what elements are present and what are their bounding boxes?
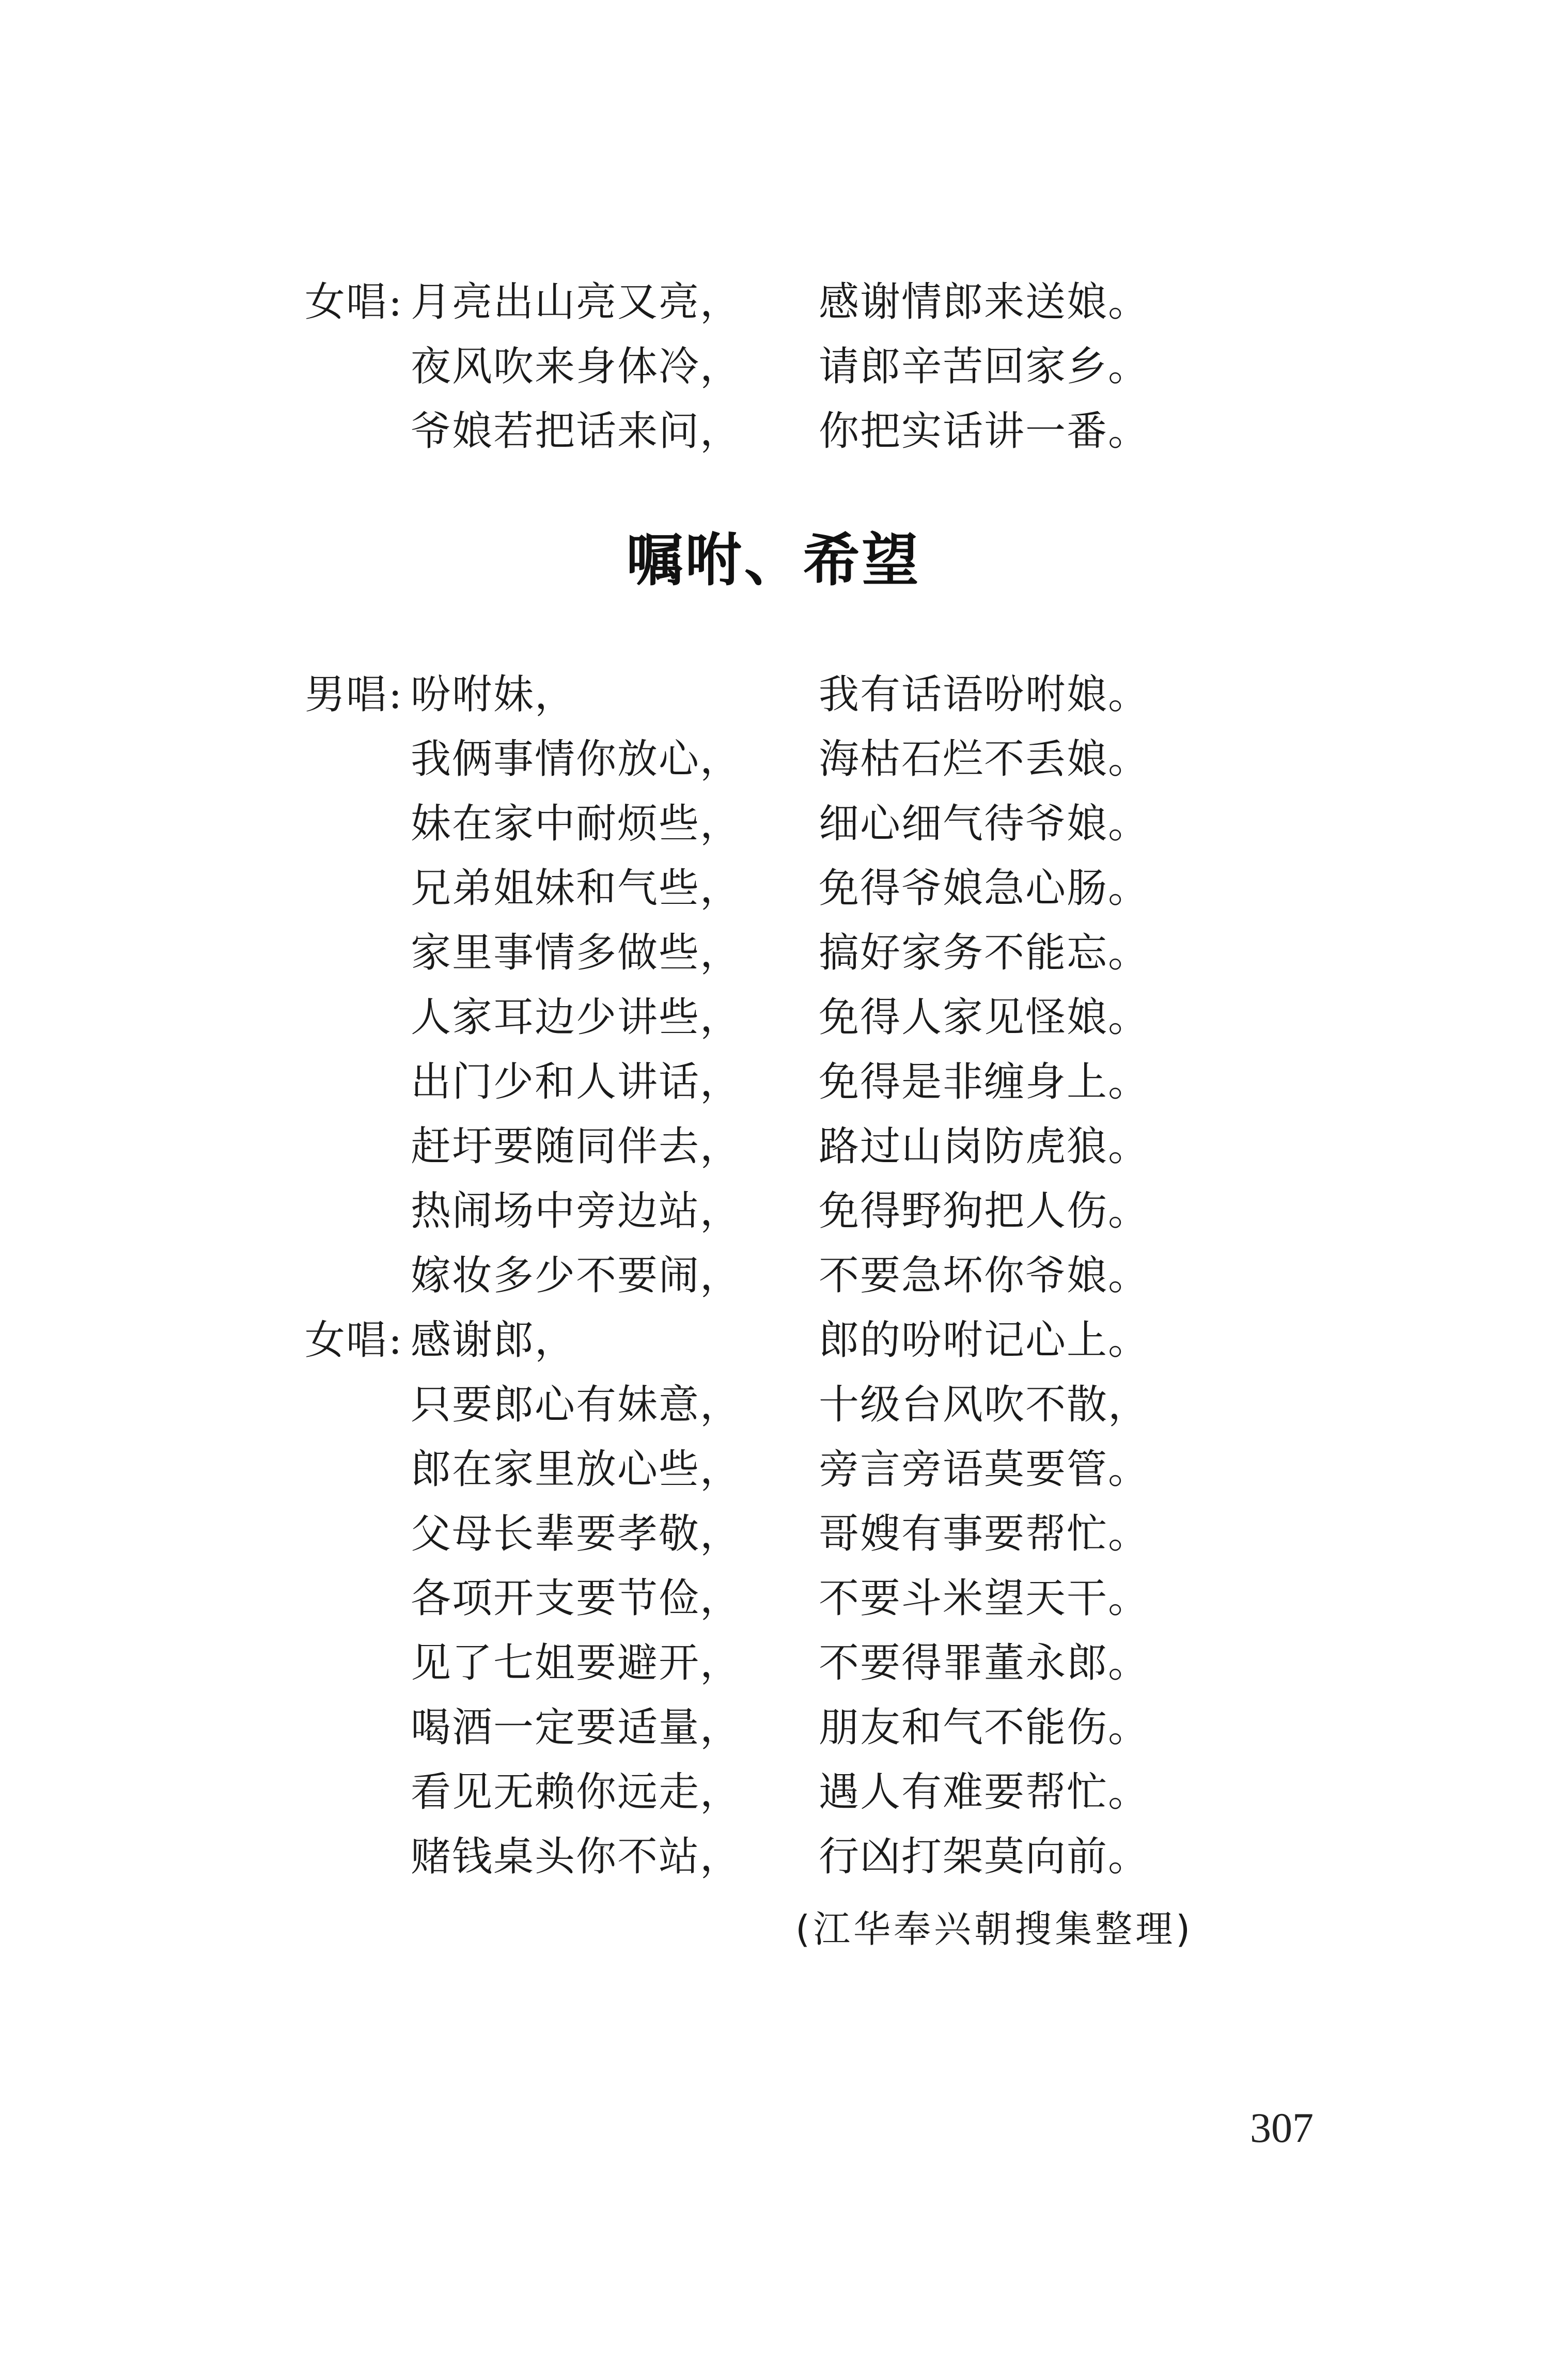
- verse-right: 细心细气待爷娘。: [819, 801, 1150, 847]
- verse-left: 我俩事情你放心，: [411, 736, 742, 782]
- verse-right: 不要急坏你爷娘。: [819, 1252, 1150, 1299]
- verse-right: 免得爷娘急心肠。: [819, 865, 1150, 912]
- verse-left: 热闹场中旁边站，: [411, 1188, 742, 1234]
- verse-line: [0, 1506, 1547, 1562]
- verse-left: 人家耳边少讲些，: [411, 994, 742, 1041]
- verse-line: [0, 1054, 1547, 1110]
- speaker-label: 女唱: [305, 1317, 388, 1364]
- verse-right: 免得是非缠身上。: [819, 1059, 1150, 1105]
- verse-line: [0, 1376, 1547, 1433]
- verse-left: 月亮出山亮又亮，: [411, 279, 742, 325]
- speaker-label: 女唱: [305, 279, 388, 325]
- verse-line: [0, 860, 1547, 917]
- verse-left: 只要郎心有妹意，: [411, 1382, 742, 1428]
- verse-right: 郎的吩咐记心上。: [819, 1317, 1150, 1364]
- verse-left: 各项开支要节俭，: [411, 1575, 742, 1622]
- verse-line: [0, 731, 1547, 788]
- verse-left: 家里事情多做些，: [411, 930, 742, 976]
- verse-right: 感谢情郎来送娘。: [819, 279, 1150, 325]
- page-number: 307: [1250, 2104, 1314, 2151]
- collector-credit: (江华奉兴朝搜集整理): [795, 1907, 1194, 1951]
- verse-line: [0, 1828, 1547, 1885]
- verse-right: 你把实话讲一番。: [819, 408, 1150, 455]
- verse-left: 兄弟姐妹和气些，: [411, 865, 742, 912]
- verse-line: [0, 338, 1547, 395]
- speaker-colon: :: [388, 279, 403, 325]
- verse-left: 吩咐妹，: [411, 671, 576, 718]
- verse-right: 搞好家务不能忘。: [819, 930, 1150, 976]
- speaker-label: 男唱: [305, 671, 388, 718]
- speaker-colon: :: [388, 1317, 403, 1364]
- verse-line: [0, 989, 1547, 1046]
- verse-left: 感谢郎，: [411, 1317, 576, 1364]
- verse-right: 不要得罪董永郎。: [819, 1640, 1150, 1686]
- verse-left: 赌钱桌头你不站，: [411, 1834, 742, 1880]
- verse-line: [0, 1312, 1547, 1369]
- verse-line: [0, 1441, 1547, 1498]
- verse-line: [0, 666, 1547, 723]
- verse-right: 路过山岗防虎狼。: [819, 1123, 1150, 1170]
- verse-left: 爷娘若把话来问，: [411, 408, 742, 455]
- verse-left: 嫁妆多少不要闹，: [411, 1252, 742, 1299]
- verse-right: 免得野狗把人伤。: [819, 1188, 1150, 1234]
- verse-line: [0, 795, 1547, 852]
- verse-left: 郎在家里放心些，: [411, 1446, 742, 1493]
- verse-left: 父母长辈要孝敬，: [411, 1511, 742, 1557]
- verse-right: 行凶打架莫向前。: [819, 1834, 1150, 1880]
- verse-right: 不要斗米望天干。: [819, 1575, 1150, 1622]
- verse-line: [0, 1764, 1547, 1821]
- verse-right: 遇人有难要帮忙。: [819, 1769, 1150, 1815]
- verse-line: [0, 1635, 1547, 1692]
- verse-line: [0, 403, 1547, 460]
- verse-left: 出门少和人讲话，: [411, 1059, 742, 1105]
- verse-line: [0, 1247, 1547, 1304]
- verse-right: 十级台风吹不散，: [819, 1382, 1150, 1428]
- speaker-colon: :: [388, 671, 403, 718]
- section-title: 嘱咐、希望: [626, 527, 921, 593]
- verse-line: [0, 1183, 1547, 1240]
- verse-line: [0, 274, 1547, 331]
- verse-left: 夜风吹来身体冷，: [411, 343, 742, 390]
- verse-left: 赶圩要随同伴去，: [411, 1123, 742, 1170]
- verse-line: [0, 925, 1547, 981]
- verse-left: 妹在家中耐烦些，: [411, 801, 742, 847]
- verse-right: 请郎辛苦回家乡。: [819, 343, 1150, 390]
- verse-right: 朋友和气不能伤。: [819, 1704, 1150, 1751]
- verse-left: 见了七姐要避开，: [411, 1640, 742, 1686]
- verse-line: [0, 1570, 1547, 1627]
- verse-right: 旁言旁语莫要管。: [819, 1446, 1150, 1493]
- verse-left: 喝酒一定要适量，: [411, 1704, 742, 1751]
- verse-left: 看见无赖你远走，: [411, 1769, 742, 1815]
- verse-right: 哥嫂有事要帮忙。: [819, 1511, 1150, 1557]
- verse-line: [0, 1118, 1547, 1175]
- verse-right: 免得人家见怪娘。: [819, 994, 1150, 1041]
- verse-right: 我有话语吩咐娘。: [819, 671, 1150, 718]
- verse-right: 海枯石烂不丢娘。: [819, 736, 1150, 782]
- verse-line: [0, 1699, 1547, 1756]
